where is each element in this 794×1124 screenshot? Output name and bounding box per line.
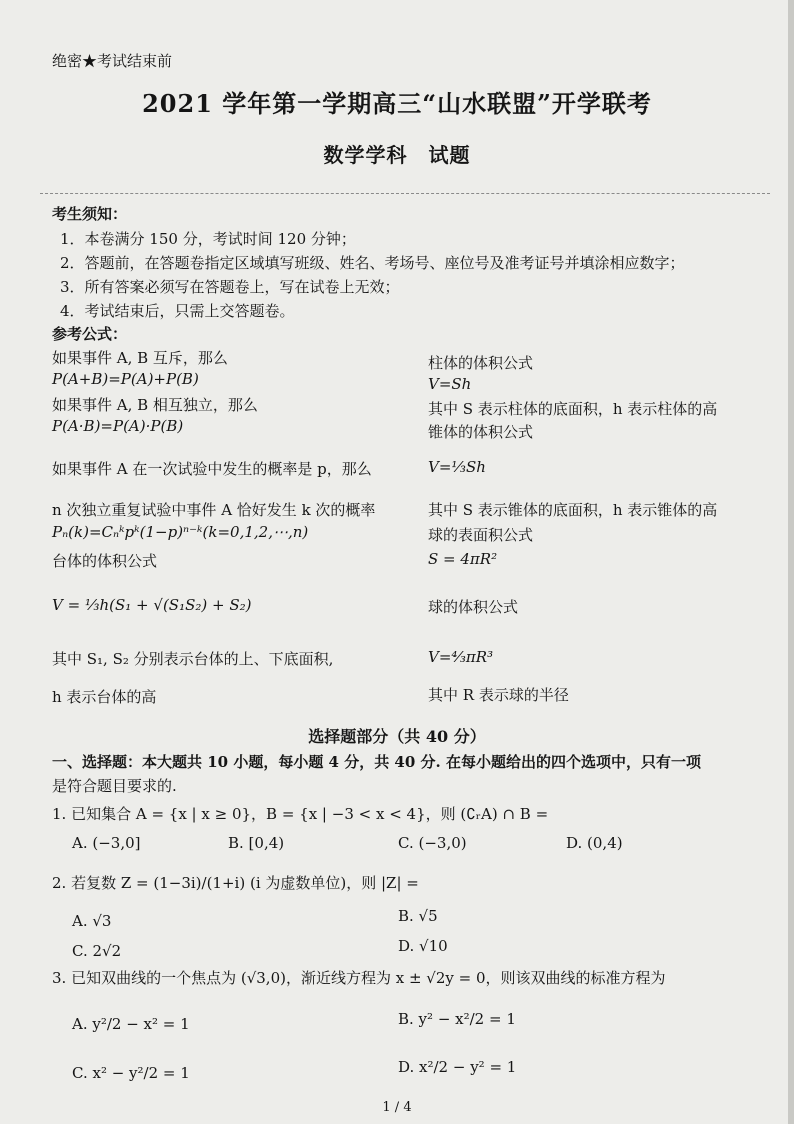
formula-left-line: 如果事件 A, B 互斥，那么: [52, 349, 228, 367]
exam-title: 2021 学年第一学期高三“山水联盟”开学联考: [142, 89, 652, 118]
notice-item: 3．所有答案必须写在答题卷上，写在试卷上无效；: [60, 278, 400, 296]
formula-right-line: 锥体的体积公式: [428, 423, 534, 441]
formula-left-line: 台体的体积公式: [52, 552, 158, 570]
question-stem: 3. 已知双曲线的一个焦点为 (√3,0)，渐近线方程为 x ± √2y = 0，则该双曲线的标准方程为: [52, 969, 666, 987]
question-stem: 2. 若复数 Z = (1−3i)/(1+i) (i 为虚数单位)，则 |Z| =: [52, 874, 419, 892]
formula-right-line: V=⁴⁄₃πR³: [428, 648, 494, 666]
formula-right-line: 其中 S 表示锥体的底面积，h 表示锥体的高: [428, 501, 718, 519]
option-c: C. (−3,0): [398, 834, 467, 852]
formula-right-line: S = 4πR²: [428, 550, 498, 568]
option-a: A. √3: [72, 912, 112, 930]
formula-right-line: 其中 S 表示柱体的底面积，h 表示柱体的高: [428, 400, 718, 418]
option-c: C. 2√2: [72, 942, 122, 960]
scan-edge: [788, 0, 794, 1124]
formula-right-line: 柱体的体积公式: [428, 354, 534, 372]
notice-item: 1．本卷满分 150 分，考试时间 120 分钟；: [60, 230, 356, 248]
formula-left-line: 如果事件 A 在一次试验中发生的概率是 p，那么: [52, 460, 372, 478]
option-b: B. √5: [398, 907, 438, 925]
page-number: 1 / 4: [382, 1100, 412, 1115]
section-intro: 一、选择题：本大题共 10 小题，每小题 4 分，共 40 分. 在每小题给出的四个选项中，只有一项: [52, 753, 701, 771]
formula-left-line: 如果事件 A, B 相互独立，那么: [52, 396, 258, 414]
formula-right-line: 球的体积公式: [428, 598, 519, 616]
formula-right-line: 球的表面积公式: [428, 526, 534, 544]
formula-left-line: P(A+B)=P(A)+P(B): [52, 370, 199, 388]
formula-right-line: V=⅓Sh: [428, 458, 486, 476]
option-b: B. y² − x²/2 = 1: [398, 1010, 516, 1028]
option-a: A. y²/2 − x² = 1: [72, 1015, 190, 1033]
formula-left-line: P(A·B)=P(A)·P(B): [52, 417, 184, 435]
formula-heading: 参考公式：: [52, 325, 128, 343]
exam-subtitle: 数学学科 试题: [323, 143, 471, 167]
option-a: A. (−3,0]: [72, 834, 141, 852]
option-d: D. x²/2 − y² = 1: [398, 1058, 517, 1076]
option-c: C. x² − y²/2 = 1: [72, 1064, 190, 1082]
formula-right-line: 其中 R 表示球的半径: [428, 686, 569, 704]
option-b: B. [0,4): [228, 834, 285, 852]
formula-left-line: n 次独立重复试验中事件 A 恰好发生 k 次的概率: [52, 501, 376, 519]
formula-left-line: V = ⅓h(S₁ + √(S₁S₂) + S₂): [52, 596, 252, 614]
secret-label: 绝密★考试结束前: [52, 52, 173, 70]
notice-item: 2．答题前，在答题卷指定区域填写班级、姓名、考场号、座位号及准考证号并填涂相应数字；: [60, 254, 685, 272]
formula-right-line: V=Sh: [428, 375, 472, 393]
option-d: D. (0,4): [566, 834, 623, 852]
formula-left-line: Pₙ(k)=Cₙᵏpᵏ(1−p)ⁿ⁻ᵏ(k=0,1,2,⋯,n): [52, 523, 309, 541]
formula-left-line: h 表示台体的高: [52, 688, 157, 706]
section-intro-cont: 是符合题目要求的.: [52, 777, 177, 795]
notice-heading: 考生须知：: [52, 205, 128, 223]
header-divider: [40, 193, 770, 194]
option-d: D. √10: [398, 937, 448, 955]
section-title: 选择题部分（共 40 分）: [308, 727, 486, 746]
question-stem: 1. 已知集合 A = {x | x ≥ 0}，B = {x | −3 < x < 4}，则 (∁ᵣA) ∩ B =: [52, 805, 549, 823]
formula-left-line: 其中 S₁, S₂ 分别表示台体的上、下底面积,: [52, 650, 334, 668]
notice-item: 4．考试结束后，只需上交答题卷。: [60, 302, 295, 320]
